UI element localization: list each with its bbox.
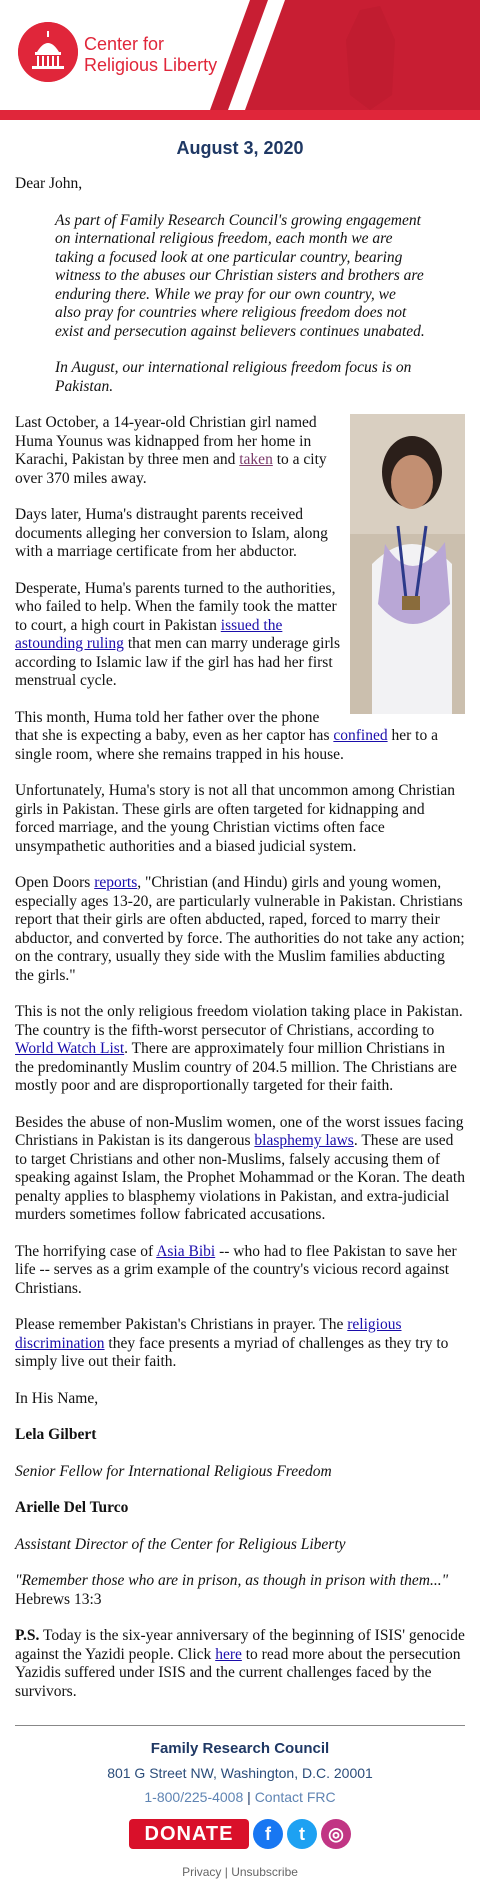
story-text: to a city over 370 miles away. <box>15 451 327 487</box>
story-text: This month, Huma told her father over the phone that she is expecting a baby, even as her captor has <box>15 708 334 744</box>
story-text: . These are used to target Christians and other non-Muslims, falsely accusing them of speaking against Islam, the Prophet Mohammad or the Koran. The death penalty applies to blasphemy violations in Pakistan, and extra-judicial murders sometimes follow fabricated accusations. <box>15 1132 465 1223</box>
reports-link[interactable]: reports <box>94 874 138 891</box>
story-text: her to a single room, where she remains trapped in his house. <box>15 727 438 763</box>
postscript <box>15 1627 465 1701</box>
story-text: Desperate, Huma's parents turned to the authorities, who failed to help. When the family took the matter to court, a high court in Pakistan <box>15 579 337 634</box>
taken-link[interactable]: taken <box>239 451 273 468</box>
email-footer <box>0 1740 480 1879</box>
email-body <box>0 175 480 1701</box>
closing: In His Name, <box>15 1389 99 1407</box>
footer-divider <box>15 1725 465 1726</box>
verse-reference: Hebrews 13:3 <box>15 1590 102 1608</box>
unsubscribe-link[interactable]: Unsubscribe <box>231 1865 298 1879</box>
story-text: Open Doors <box>15 874 95 891</box>
story-paragraph-9 <box>15 1243 465 1299</box>
instagram-icon[interactable]: ◎ <box>321 1819 351 1849</box>
capitol-dome-icon <box>18 22 78 82</box>
phone-link[interactable]: 1-800/225-4008 <box>144 1789 244 1805</box>
contact-separator: | <box>247 1789 251 1805</box>
story-text: -- who had to flee Pakistan to save her life -- serves as a grim example of the country's vicious record against Christians. <box>15 1242 457 1297</box>
footer-contact-line <box>0 1789 480 1805</box>
signature-title-1: Senior Fellow for International Religious Freedom <box>15 1462 332 1480</box>
footer-org-name: Family Research Council <box>150 1740 330 1757</box>
story-text: . There are approximately four million Christians in the predominantly Muslim country of 204.5 million. The Christians are mostly poor and are disproportionally targeted for their faith. <box>15 1040 457 1094</box>
privacy-link[interactable]: Privacy <box>182 1865 222 1879</box>
footer-legal-links <box>0 1865 480 1879</box>
story-text: that men can marry underage girls according to Islamic law if the girl has had her first menstrual cycle. <box>15 635 340 689</box>
story-paragraph-6 <box>15 874 465 985</box>
story-paragraph-8 <box>15 1114 465 1225</box>
email-date: August 3, 2020 <box>176 138 304 158</box>
twitter-icon[interactable]: t <box>287 1819 317 1849</box>
story-paragraph-10 <box>15 1316 465 1372</box>
story-text: Please remember Pakistan's Christians in prayer. The <box>15 1316 348 1333</box>
story-text: , "Christian (and Hindu) girls and young women, especially ages 13-20, are particularly vulnerable in Pakistan. Christians report that their girls are often abducted, raped, forced to marry their abductor, and converted by force. The authorities do not take any action; on the contrary, usually they side with the Muslim families abducting the girls." <box>15 874 465 984</box>
ps-label: P.S. <box>15 1627 40 1644</box>
religious-discrimination-link[interactable]: religious discrimination <box>15 1316 402 1352</box>
story-text: they face presents a myriad of challenges as they try to simply live out their faith. <box>15 1334 449 1370</box>
ps-text: Today is the six-year anniversary of the beginning of ISIS' genocide against the Yazidi people. Click <box>15 1627 465 1663</box>
intro-paragraph: As part of Family Research Council's growing engagement on international religious freedom, each month we are taking a focused look at one particular country, bearing witness to the abuses our Christian sisters and brothers are enduring there. While we pray for our own country, we also pray for countries where religious freedom does not exist and persecution against believers continues unabated. <box>55 211 425 340</box>
asia-bibi-link[interactable]: Asia Bibi <box>156 1242 216 1260</box>
story-paragraph-5: Unfortunately, Huma's story is not all that uncommon among Christian girls in Pakistan. These girls are often targeted for kidnapping and forced marriage, and the young Christian victims often face unsympathetic authorities and a biased judicial system. <box>15 782 456 855</box>
logo-line-1: Center for <box>84 34 165 54</box>
email-header <box>0 0 480 120</box>
ruling-link[interactable]: issued the astounding ruling <box>15 616 283 652</box>
confined-link[interactable]: confined <box>333 727 388 744</box>
story-text: The horrifying case of <box>15 1242 157 1260</box>
logo-wordmark <box>84 34 217 76</box>
story-paragraph-2: Days later, Huma's distraught parents received documents alleging her conversion to Islam, along with a marriage certificate from her abductor. <box>15 506 328 560</box>
donate-button[interactable]: DONATE <box>129 1819 249 1849</box>
world-watch-list-link[interactable]: World Watch List <box>15 1040 125 1057</box>
here-link[interactable]: here <box>215 1645 242 1663</box>
blasphemy-laws-link[interactable]: blasphemy laws <box>254 1132 354 1149</box>
bible-verse <box>15 1572 465 1609</box>
story-text: Besides the abuse of non-Muslim women, one of the worst issues facing Christians in Pakistan is its dangerous <box>15 1113 464 1149</box>
logo-line-2: Religious Liberty <box>84 55 218 75</box>
story-text: Last October, a 14-year-old Christian girl named Huma Younus was kidnapped from her home in Karachi, Pakistan by three men and <box>15 414 317 468</box>
ps-text: to read more about the persecution Yazidis suffered under ISIS and the current challenges faced by the survivors. <box>15 1645 461 1700</box>
contact-frc-link[interactable]: Contact FRC <box>254 1789 336 1805</box>
intro-quote <box>55 212 425 397</box>
focus-paragraph: In August, our international religious freedom focus is on Pakistan. <box>55 359 412 395</box>
verse-text: "Remember those who are in prison, as though in prison with them..." <box>15 1572 449 1589</box>
story-paragraph-4 <box>15 709 465 765</box>
photo-portrait-graphic <box>350 414 465 714</box>
footer-actions <box>0 1819 480 1849</box>
facebook-icon[interactable]: f <box>253 1819 283 1849</box>
story-paragraph-7 <box>15 1003 465 1096</box>
story-text: This is not the only religious freedom violation taking place in Pakistan. The country is the fifth-worst persecutor of Christians, according to <box>15 1003 463 1039</box>
footer-address: 801 G Street NW, Washington, D.C. 20001 <box>107 1765 373 1781</box>
huma-younus-photo <box>350 414 465 714</box>
greeting: Dear John, <box>15 175 83 192</box>
signature-title-2: Assistant Director of the Center for Religious Liberty <box>15 1535 346 1553</box>
signature-name-1: Lela Gilbert <box>15 1426 97 1443</box>
center-logo[interactable] <box>18 22 268 82</box>
signature-name-2: Arielle Del Turco <box>15 1499 129 1516</box>
legal-separator: | <box>224 1865 228 1879</box>
